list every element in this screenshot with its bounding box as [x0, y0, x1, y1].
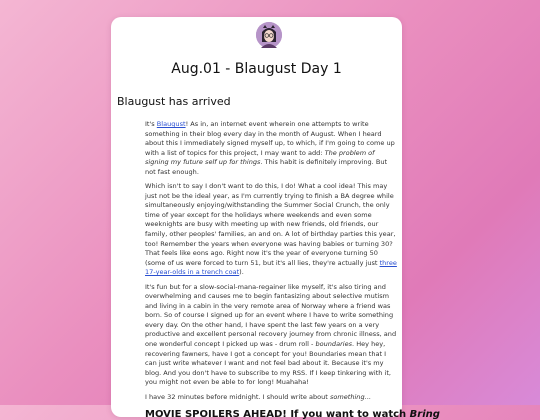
- blaugust-link[interactable]: Blaugust: [156, 120, 186, 128]
- text-span: MOVIE SPOILERS AHEAD! If you want to watch: [145, 409, 410, 420]
- avatar-icon[interactable]: [256, 22, 282, 48]
- emphasis-text: The problem of signing my future self up for things: [145, 148, 375, 167]
- text-span: . Hey hey, recovering fawners, have I got a concept for you! Boundaries mean that I can just write whatever I want and not feel bad about it. Because it's my blog. And you don't have to subscribe to my RSS. If I keep tinkering with it, you might not even be able to for long! Muahaha!: [145, 340, 391, 387]
- emphasis-text: boundaries: [315, 340, 353, 349]
- text-span: It's fun but for a slow-social-mana-regainer like myself, it's also tiring and overwhelming and causes me to begin fantasizing about selective mutism and living in a cabin in the very remote area of Norway where a friend was born. So of course I signed up for an event where I have to write something every day. On the other hand, I have spent the last few years on a very productive and excellent personal recovery journey from chronic illness, and one wonderful concept I picked up was - drum roll -: [145, 282, 397, 349]
- paragraph-1: [145, 120, 399, 177]
- blog-post-card: [111, 17, 440, 420]
- paragraph-2: [145, 182, 399, 277]
- text-span: ...: [364, 392, 371, 401]
- section-heading: Blaugust has arrived: [117, 95, 231, 108]
- paragraph-4: [145, 393, 399, 403]
- trench-coat-link[interactable]: three 17-year-olds in a trench coat: [145, 258, 397, 277]
- post-content: [117, 95, 440, 420]
- emphasis-text: Bring: [409, 409, 440, 420]
- text-span: ).: [239, 268, 244, 277]
- text-span: It's: [145, 120, 157, 128]
- text-span: Which isn't to say I don't want to do this, I do! What a cool idea! This may just not be the ideal year, as I'm currently trying to finish a BA degree while simultaneously enjoying/withstanding the Summer Social Crunch, the only time of year except for the holidays where weekends and even some weeknights are busy with meeting up with new friends, old friends, our family, other peoples' families, an and on. A lot of birthday parties this year, too! Remember the years when everyone was having babies or turning 30? That feels like eons ago. Right now it's the year of everyone turning 50 (some of us were forced to turn 51, but it's all lies, they're actually just: [145, 182, 396, 267]
- emphasis-text: something: [329, 392, 365, 401]
- post-title: Aug.01 - Blaugust Day 1: [171, 61, 342, 77]
- text-span: I have 32 minutes before midnight. I should write about: [145, 392, 330, 401]
- text-span: ! As in, an internet event wherein one attempts to write something in their blog every day in the month of August. When I heard about this I immediately signed myself up, to which, if I'm going to come up with a list of topics for this project, I may want to add:: [145, 120, 395, 157]
- paragraph-3: [145, 283, 399, 388]
- spoiler-heading: [145, 409, 440, 420]
- text-span: . This habit is definitely improving. But not fast enough.: [145, 158, 388, 176]
